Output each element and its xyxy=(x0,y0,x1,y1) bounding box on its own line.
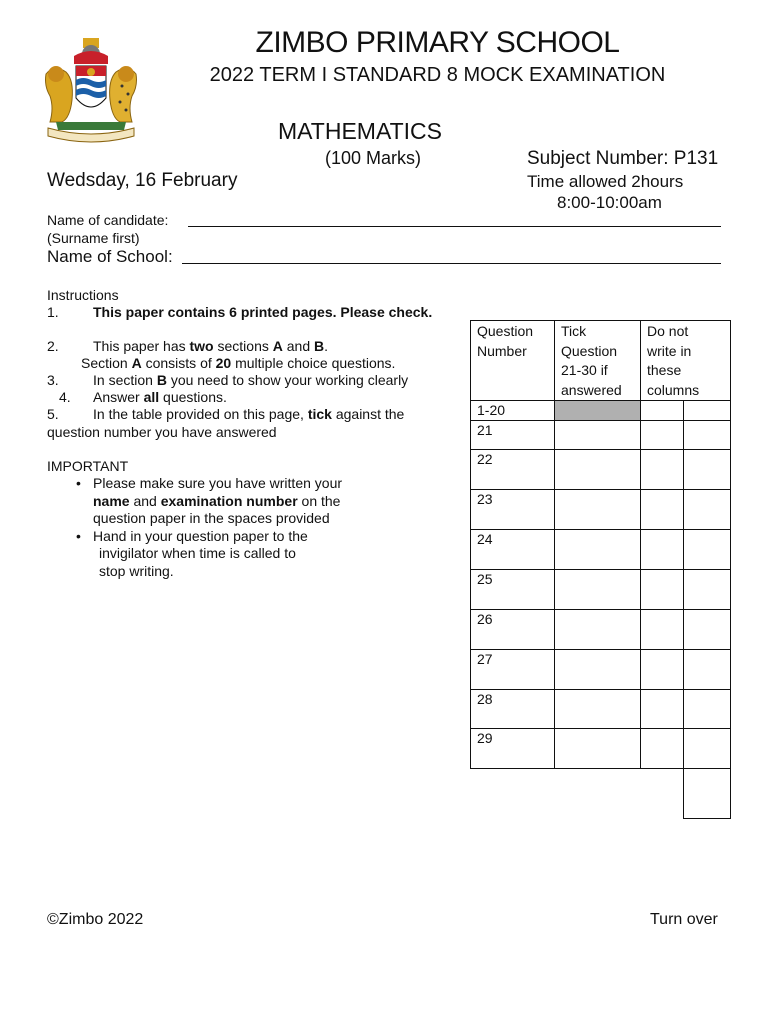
subject-number: Subject Number: P131 xyxy=(527,148,719,169)
reserved-cell xyxy=(683,529,731,570)
copyright: ©Zimbo 2022 xyxy=(47,911,144,928)
instruction-text: Section A consists of 20 multiple choice questions. xyxy=(81,355,396,371)
reserved-cell xyxy=(683,569,731,610)
total-box xyxy=(683,768,731,819)
reserved-cell xyxy=(683,489,731,530)
table-row: 27 xyxy=(470,649,555,690)
important-text: Please make sure you have written your xyxy=(93,475,343,491)
bullet-icon: • xyxy=(76,528,81,544)
reserved-cell xyxy=(640,529,684,570)
important-heading: IMPORTANT xyxy=(47,458,129,474)
exam-date: Wedsday, 16 February xyxy=(47,170,238,191)
reserved-cell xyxy=(640,649,684,690)
instruction-number: 2. xyxy=(47,338,59,354)
table-header: Question Number xyxy=(470,320,555,401)
reserved-cell xyxy=(683,449,731,490)
turn-over: Turn over xyxy=(650,911,718,928)
reserved-cell xyxy=(640,609,684,650)
reserved-cell xyxy=(640,728,684,769)
important-text: Hand in your question paper to the xyxy=(93,528,308,544)
table-header: Do not write in these columns xyxy=(640,320,731,401)
instruction-text: In section B you need to show your working clearly xyxy=(93,372,409,388)
school-name-label: Name of School: xyxy=(47,247,173,266)
reserved-cell xyxy=(683,689,731,729)
coat-of-arms-icon xyxy=(36,36,146,146)
school-title: ZIMBO PRIMARY SCHOOL xyxy=(255,26,620,59)
reserved-cell xyxy=(640,689,684,729)
instruction-text: question number you have answered xyxy=(47,424,277,440)
table-row: 1-20 xyxy=(470,400,555,421)
tick-cell[interactable] xyxy=(554,489,641,530)
instructions-heading: Instructions xyxy=(47,287,119,303)
instruction-number: 5. xyxy=(47,406,59,422)
important-text: invigilator when time is called to xyxy=(99,545,296,561)
subject-title: MATHEMATICS xyxy=(278,118,442,144)
candidate-name-label: Name of candidate: xyxy=(47,212,169,228)
reserved-cell xyxy=(683,649,731,690)
tick-cell[interactable] xyxy=(554,529,641,570)
tick-cell[interactable] xyxy=(554,420,641,450)
table-row: 22 xyxy=(470,449,555,490)
reserved-cell xyxy=(683,609,731,650)
table-row: 24 xyxy=(470,529,555,570)
reserved-cell xyxy=(640,489,684,530)
table-row: 28 xyxy=(470,689,555,729)
instruction-text: This paper contains 6 printed pages. Please check. xyxy=(93,304,433,320)
tick-cell-shaded xyxy=(554,400,641,421)
exam-title: 2022 TERM I STANDARD 8 MOCK EXAMINATION xyxy=(209,64,666,86)
table-row: 23 xyxy=(470,489,555,530)
tick-cell[interactable] xyxy=(554,569,641,610)
school-name-field[interactable] xyxy=(182,263,721,264)
instruction-number: 1. xyxy=(47,304,59,320)
table-row: 21 xyxy=(470,420,555,450)
bullet-icon: • xyxy=(76,475,81,491)
time-allowed: Time allowed 2hours xyxy=(527,172,684,191)
reserved-cell xyxy=(683,400,731,421)
surname-note: (Surname first) xyxy=(47,230,140,246)
reserved-cell xyxy=(683,728,731,769)
tick-cell[interactable] xyxy=(554,728,641,769)
instruction-number: 4. xyxy=(59,389,71,405)
candidate-name-field[interactable] xyxy=(188,226,721,227)
total-marks: (100 Marks) xyxy=(325,148,422,168)
instruction-text: This paper has two sections A and B. xyxy=(93,338,329,354)
important-text: name and examination number on the xyxy=(93,493,341,509)
table-row: 25 xyxy=(470,569,555,610)
reserved-cell xyxy=(640,420,684,450)
instruction-number: 3. xyxy=(47,372,59,388)
instruction-text: Answer all questions. xyxy=(93,389,227,405)
table-row: 26 xyxy=(470,609,555,650)
time-range: 8:00-10:00am xyxy=(557,193,662,212)
tick-cell[interactable] xyxy=(554,689,641,729)
reserved-cell xyxy=(640,400,684,421)
reserved-cell xyxy=(640,449,684,490)
table-header: Tick Question 21-30 if answered xyxy=(554,320,641,401)
tick-cell[interactable] xyxy=(554,609,641,650)
important-text: question paper in the spaces provided xyxy=(93,510,330,526)
reserved-cell xyxy=(683,420,731,450)
tick-cell[interactable] xyxy=(554,449,641,490)
reserved-cell xyxy=(640,569,684,610)
important-text: stop writing. xyxy=(99,563,174,579)
instruction-text: In the table provided on this page, tick against the xyxy=(93,406,405,422)
tick-cell[interactable] xyxy=(554,649,641,690)
table-row: 29 xyxy=(470,728,555,769)
